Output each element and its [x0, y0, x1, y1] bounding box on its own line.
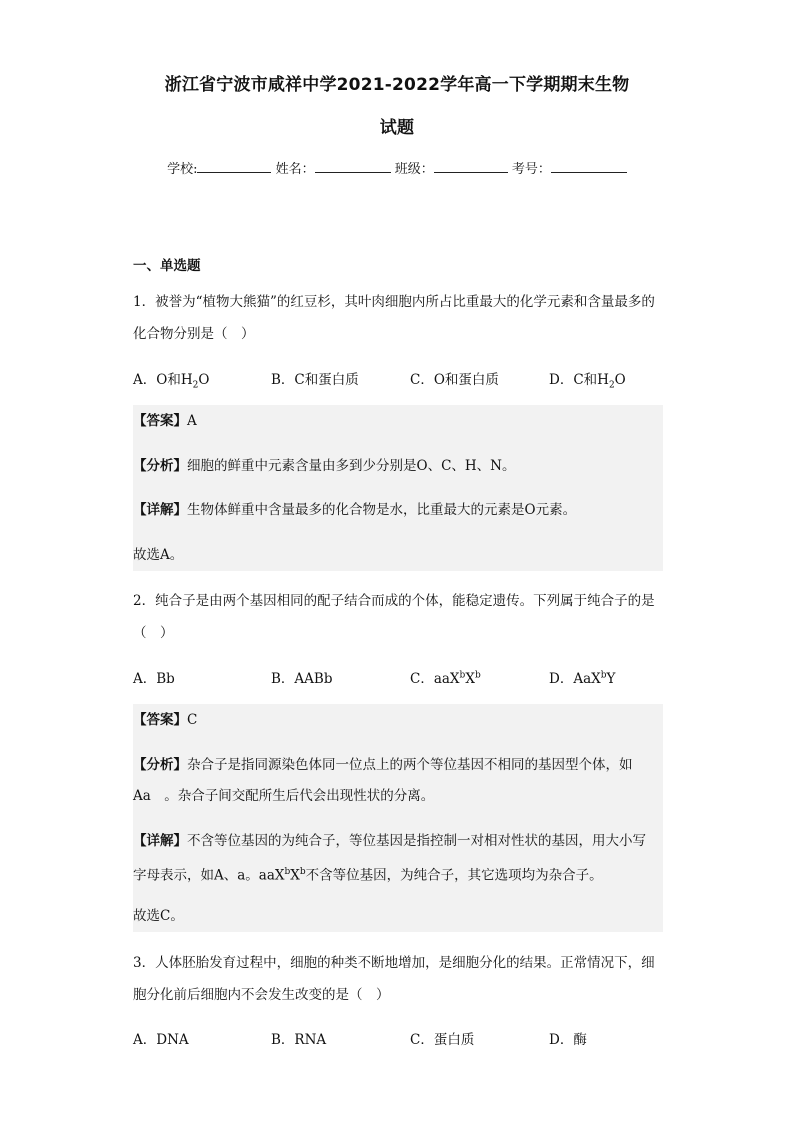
q2-conclusion: 故选C。 [133, 908, 184, 924]
question-2-stem: 2．纯合子是由两个基因相同的配子结合而成的个体，能稳定遗传。下列属于纯合子的是（ ） [133, 593, 655, 641]
document-title-line1: 浙江省宁波市咸祥中学2021-2022学年高一下学期期末生物 [164, 75, 630, 95]
document-title-line2: 试题 [379, 118, 415, 138]
q3-option-b: B．RNA [271, 1032, 327, 1048]
q1-option-a: A．O和$H_2O$ [133, 372, 210, 391]
q2-detail-line2: 字母表示，如A、a。$aaX^bX^b$不含等位基因，为纯合子，其它选项均为杂合子。 [133, 867, 603, 884]
question-1-options [133, 368, 663, 390]
question-2-options [133, 667, 663, 689]
school-label: 学校: [167, 162, 198, 177]
q1-conclusion: 故选A。 [133, 547, 184, 563]
q1-option-c: C．O和蛋白质 [410, 372, 499, 388]
q3-option-d: D．酶 [549, 1032, 587, 1048]
q1-analysis: 【分析】细胞的鲜重中元素含量由多到少分别是O、C、H、N。 [133, 458, 516, 474]
q2-detail-line1: 【详解】不含等位基因的为纯合子，等位基因是指控制一对相对性状的基因，用大小写 [133, 833, 646, 849]
question-3-stem: 3．人体胚胎发育过程中，细胞的种类不断地增加，是细胞分化的结果。正常情况下，细胞分化前后细胞内不会发生改变的是（ ） [133, 955, 655, 1003]
q2-analysis-line2: Aa 。杂合子间交配所生后代会出现性状的分离。 [133, 788, 435, 804]
school-blank [197, 158, 271, 173]
q2-option-d: D．AaX$^b$Y [549, 670, 616, 687]
student-info-row [0, 158, 794, 177]
exam-number-label: 考号： [511, 162, 551, 177]
question-2-answer-box [133, 704, 663, 932]
name-blank [315, 158, 391, 173]
q2-option-c: C．$aaX^bX^b$ [410, 670, 481, 687]
q1-answer: 【答案】A [133, 413, 197, 429]
q2-analysis-line1: 【分析】杂合子是指同源染色体同一位点上的两个等位基因不相同的基因型个体，如 [133, 757, 633, 773]
exam-number-blank [551, 158, 627, 173]
q1-option-d: D．C和$H_2O$ [549, 372, 626, 391]
q2-option-a: A．Bb [133, 671, 175, 687]
q1-option-b: B．C和蛋白质 [271, 372, 359, 388]
name-label: 姓名： [275, 162, 315, 177]
q1-detail: 【详解】生物体鲜重中含量最多的化合物是水，比重最大的元素是O元素。 [133, 502, 577, 518]
q3-option-a: A．DNA [133, 1032, 189, 1048]
question-1-stem: 1．被誉为“植物大熊猫”的红豆杉，其叶肉细胞内所占比重最大的化学元素和含量最多的化合物分别是（ ） [133, 294, 655, 342]
section-title: 一、单选题 [133, 258, 201, 274]
q2-option-b: B．AABb [271, 671, 333, 687]
q3-option-c: C．蛋白质 [410, 1032, 475, 1048]
class-label: 班级： [394, 162, 434, 177]
question-3-options [133, 1028, 663, 1050]
class-blank [434, 158, 508, 173]
question-1-answer-box [133, 405, 663, 571]
q2-answer: 【答案】C [133, 712, 198, 728]
